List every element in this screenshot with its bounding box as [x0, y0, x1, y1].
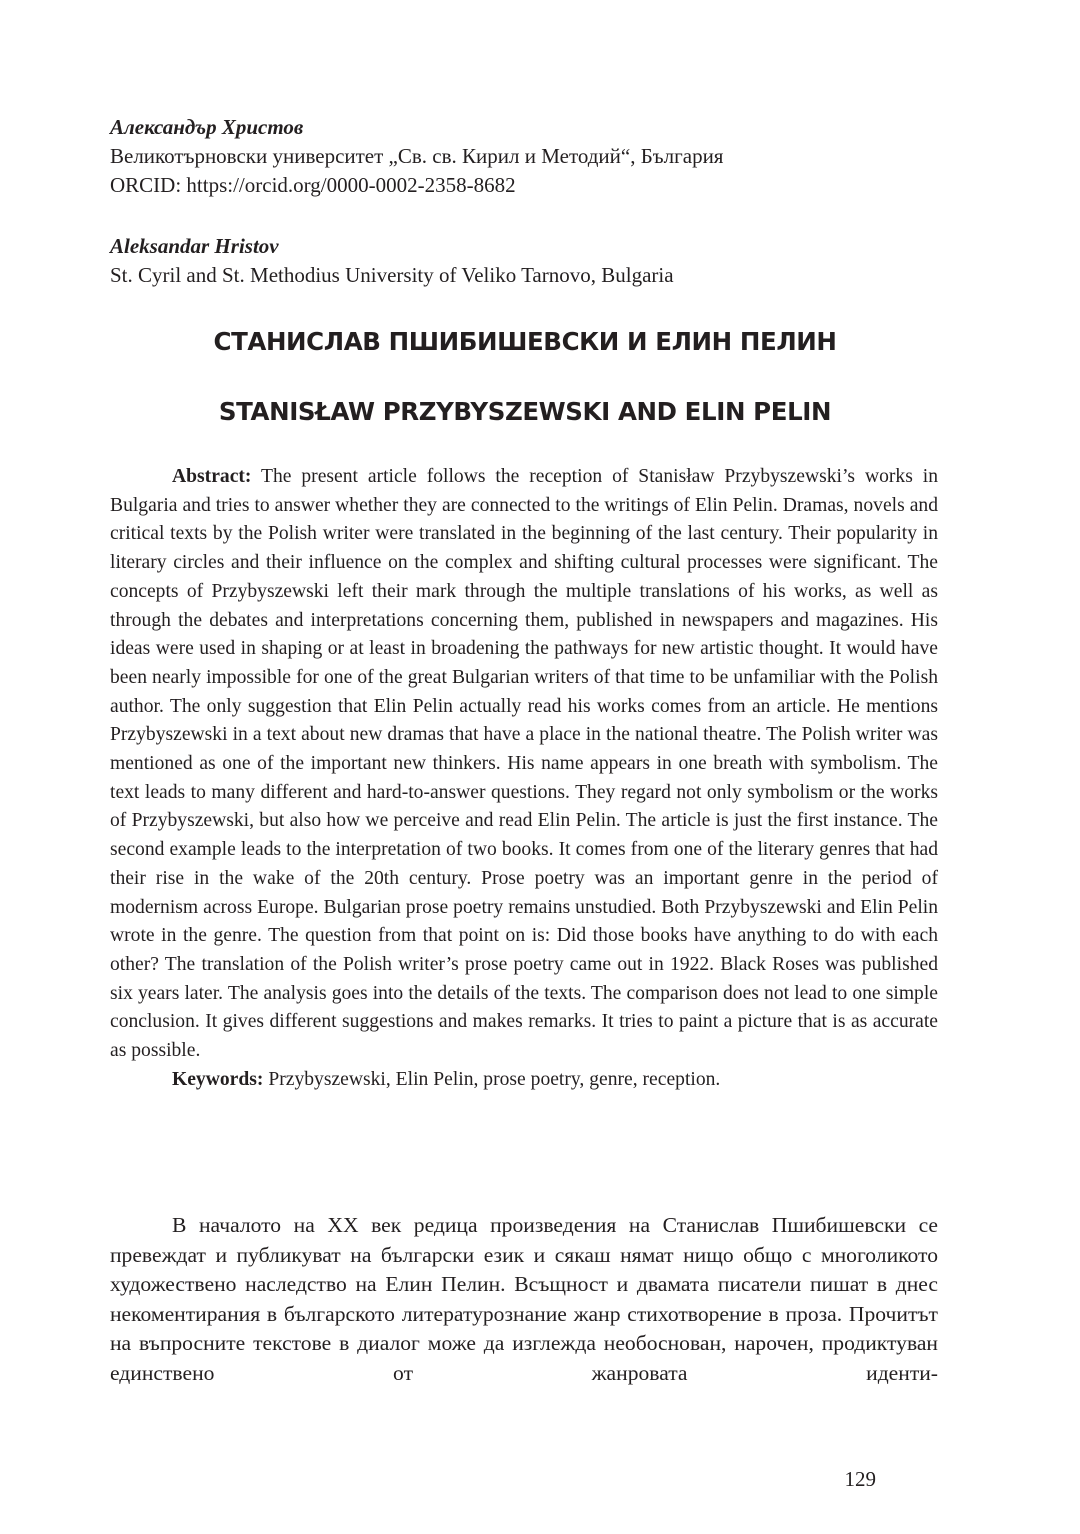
abstract-text: The present article follows the reception of Stanisław Przybyszewski’s works in Bulgaria and tries to answer whether they are connected to the writings of Elin Pelin. Dramas, novels and critical texts by the Polish writer were translated in the beginning of the last century. Their popularity in literary circles and their influence on the complex and shifting cultural processes were significant. The concepts of Przybyszewski left their mark through the multiple translations of his works, as well as through the debates and interpretations concerning them, published in newspapers and magazines. His ideas were used in shaping or at least in broadening the pathways for new artistic thought. It would have been nearly impossible for one of the great Bulgarian writers of that time to be unfamiliar with the Polish author. The only suggestion that Elin Pelin actually read his works comes from an article. He mentions Przybyszewski in a text about new dramas that have a place in the national theatre. The Polish writer was mentioned as one of the important new thinkers. His name appears in one breath with symbolism. The text leads to many different and hard-to-answer questions. They regard not only symbolism or the works of Przybyszewski, but also how we perceive and read Elin Pelin. The article is just the first instance. The second example leads to the interpretation of two books. It comes from one of the literary genres that had their rise in the wake of the 20th century. Prose poetry was an important genre in the period of modernism across Europe. Bulgarian prose poetry remains unstudied. Both Przybyszewski and Elin Pelin wrote in the genre. The question from that point on is: Did those books have anything to do with each other? The translation of the Polish writer’s prose poetry came out in 1922. Black Roses was published six years later. The analysis goes into the details of the texts. The comparison does not lead to one simple conclusion. It gives different suggestions and makes remarks. It tries to paint a picture that is as accurate as possible. [110, 466, 938, 1062]
body-section [110, 1211, 938, 1388]
author-name-english: Aleksandar Hristov [110, 234, 279, 258]
page-number: 129 [844, 1467, 876, 1491]
abstract-section [110, 463, 938, 1094]
author-block-bulgarian [110, 113, 940, 200]
abstract-label: Abstract: [172, 466, 252, 487]
author-name-bulgarian: Александър Христов [110, 115, 304, 139]
article-title-bulgarian: СТАНИСЛАВ ПШИБИШЕВСКИ И ЕЛИН ПЕЛИН [213, 327, 837, 356]
body-paragraph: В началото на XX век редица произведения на Станислав Пшибишевски се превеждат и публикуват на български език и сякаш нямат нищо общо с многоликото художествено наследство на Елин Пелин. Всъщност и двамата писатели пишат в днес некоментирания в българското литературознание жанр стихотворение в проза. Прочитът на въпросните текстове в диалог може да изглежда необоснован, нарочен, продиктуван единствено от жанровата иденти- [110, 1213, 938, 1385]
keywords-label: Keywords: [172, 1068, 264, 1090]
author-affiliation-bulgarian: Великотърновски университет „Св. св. Кирил и Методий“, България [110, 144, 724, 168]
abstract-paragraph [110, 463, 938, 1066]
author-affiliation-english: St. Cyril and St. Methodius University of Veliko Tarnovo, Bulgaria [110, 263, 674, 287]
article-title-english: STANISŁAW PRZYBYSZEWSKI AND ELIN PELIN [218, 397, 832, 426]
keywords-paragraph [110, 1066, 938, 1095]
keywords-text: Przybyszewski, Elin Pelin, prose poetry, genre, reception. [263, 1068, 721, 1090]
author-block-english [110, 232, 940, 290]
author-orcid: ORCID: https://orcid.org/0000-0002-2358-8682 [110, 173, 516, 197]
